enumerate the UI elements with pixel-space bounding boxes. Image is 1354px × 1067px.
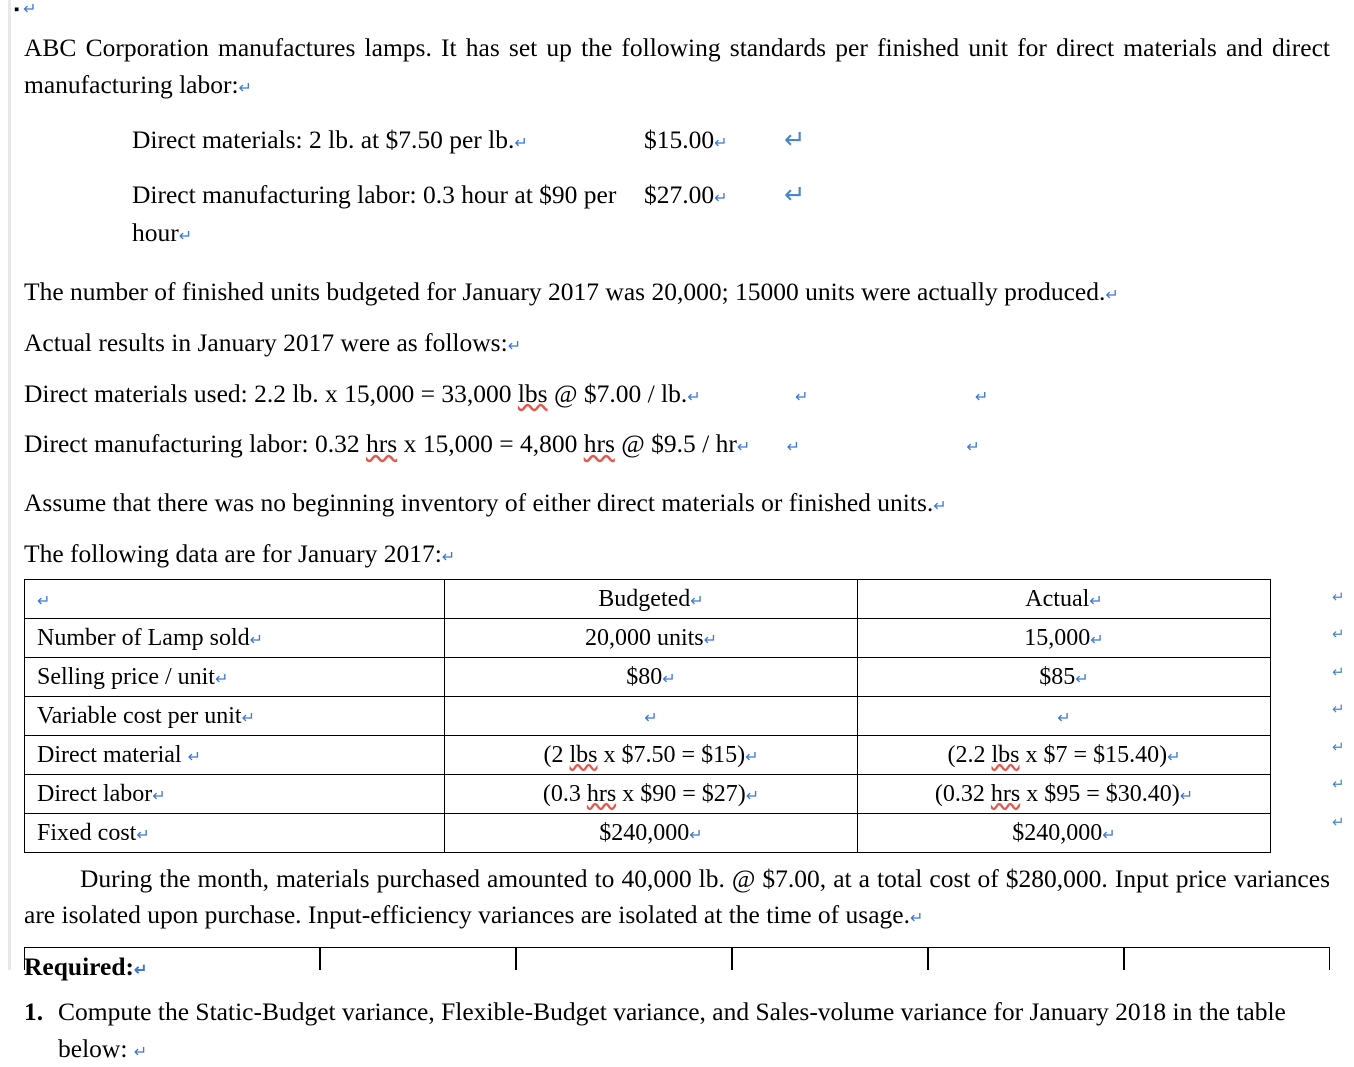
budget-sentence-text: The number of finished units budgeted for January 2017 was 20,000; 15000 units were actually produced.	[24, 277, 1106, 307]
january-data-table	[24, 579, 1271, 853]
table-cell-budgeted: 20,000 units↵	[445, 618, 858, 657]
paragraph-mark-icon: ↵	[1167, 748, 1181, 766]
paragraph-mark-icon: ↵	[784, 179, 806, 209]
table-cell-actual: $85↵	[858, 657, 1271, 696]
table-cell-actual: 15,000↵	[858, 618, 1271, 657]
paragraph-mark-icon: ↵	[1332, 588, 1345, 606]
paragraph-mark-icon: ↵	[1332, 813, 1345, 831]
paragraph-mark-icon: ↵	[974, 388, 989, 406]
table-cell-label: Direct material ↵	[25, 735, 445, 774]
standard-label: Direct materials: 2 lb. at $7.50 per lb.↵	[132, 125, 528, 155]
table-header-budgeted: Budgeted↵	[445, 579, 858, 618]
purchases-paragraph: During the month, materials purchased amounted to 40,000 lb. @ $7.00, at a total cost of $280,000. Input price variances are isolated upon purchase. Input-efficiency variances are isolated at the time of usage.↵	[24, 863, 1330, 930]
list-bullet-marker: ▪	[14, 2, 20, 18]
paragraph-mark-icon: ↵	[745, 787, 760, 805]
paragraph-mark-icon: ↵	[1179, 787, 1194, 805]
paragraph-mark-icon: ↵	[514, 135, 528, 153]
paragraph-mark-icon: ↵	[238, 79, 252, 97]
required-label: Required:↵	[24, 951, 148, 981]
paragraph-mark-icon: ↵	[1332, 776, 1345, 793]
table-cell-budgeted	[445, 696, 858, 735]
standard-amount: $15.00↵	[644, 125, 728, 155]
paragraph-mark-icon: ↵	[736, 439, 751, 457]
table-cell-label: Direct labor↵	[25, 774, 445, 813]
page-left-margin-rule	[8, 0, 11, 970]
paragraph-mark-icon: ↵	[1332, 701, 1345, 718]
question-number: 1.	[24, 996, 44, 1026]
paragraph-mark-icon: ↵	[690, 592, 704, 610]
table-cell-actual: (2.2 lbs x $7 = $15.40)↵	[858, 735, 1271, 774]
standard-amount: $27.00↵	[644, 179, 728, 209]
paragraph-mark-icon: ↵	[23, 1, 37, 18]
paragraph-mark-icon: ↵	[1075, 670, 1089, 688]
table-header-blank	[25, 579, 445, 618]
actual-results-heading: Actual results in January 2017 were as follows:↵	[24, 327, 522, 357]
table-header-actual: Actual↵	[858, 579, 1271, 618]
paragraph-mark-icon: ↵	[786, 439, 800, 457]
paragraph-mark-icon: ↵	[784, 125, 806, 155]
table-cell-label: Variable cost per unit↵	[25, 696, 445, 735]
paragraph-mark-icon: ↵	[1102, 826, 1116, 844]
actual-result-labor: Direct manufacturing labor: 0.32 hrs x 15,000 = 4,800 hrs @ $9.5 / hr↵ ↵ ↵	[24, 429, 980, 459]
paragraph-mark-icon: ↵	[910, 910, 924, 928]
table-cell-actual: (0.32 hrs x $95 = $30.40)↵	[858, 774, 1271, 813]
table-cell-budgeted: (0.3 hrs x $90 = $27)↵	[445, 774, 858, 813]
paragraph-mark-icon: ↵	[714, 189, 728, 207]
table-cell-actual: $240,000↵	[858, 813, 1271, 852]
paragraph-mark-icon: ↵	[1332, 663, 1345, 681]
paragraph-mark-icon: ↵	[662, 670, 676, 688]
table-header-row	[25, 579, 1271, 618]
question-item	[24, 994, 1330, 1067]
standard-label: Direct manufacturing labor: 0.3 hour at $90 per hour↵	[132, 179, 617, 247]
budget-sentence	[24, 274, 1330, 311]
paragraph-mark-icon: ↵	[133, 1043, 148, 1061]
question-text: Compute the Static-Budget variance, Flexible-Budget variance, and Sales-volume variance for January 2018 in the table below: ↵	[58, 996, 1286, 1063]
actual-result-materials: Direct materials used: 2.2 lb. x 15,000 = 33,000 lbs @ $7.00 / lb.↵ ↵ ↵	[24, 378, 989, 408]
paragraph-mark-icon: ↵	[745, 748, 759, 766]
intro-paragraph	[24, 30, 1330, 103]
table-cell-actual	[858, 696, 1271, 735]
paragraph-mark-icon: ↵	[214, 670, 229, 688]
table-row	[25, 735, 1271, 774]
paragraph-mark-icon: ↵	[933, 498, 947, 516]
paragraph-mark-icon: ↵	[1332, 738, 1345, 756]
paragraph-mark-icon: ↵	[441, 548, 456, 566]
paragraph-mark-icon: ↵	[966, 439, 980, 457]
paragraph-mark-icon: ↵	[1090, 631, 1104, 649]
paragraph-mark-icon: ↵	[1332, 626, 1345, 643]
paragraph-mark-icon: ↵	[687, 388, 701, 406]
paragraph-mark-icon: ↵	[37, 592, 51, 610]
table-cell-label: Fixed cost↵	[25, 813, 445, 852]
paragraph-mark-icon: ↵	[714, 135, 728, 153]
paragraph-mark-icon: ↵	[1089, 592, 1103, 610]
table-row	[25, 774, 1271, 813]
intro-text: ABC Corporation manufactures lamps. It has set up the following standards per finished unit for direct materials and direct manufacturing labor:	[24, 33, 1330, 99]
table-cell-budgeted: $240,000↵	[445, 813, 858, 852]
paragraph-mark-icon: ↵	[152, 787, 166, 805]
table-row	[25, 618, 1271, 657]
answer-table-top-edge	[24, 947, 1330, 970]
document-top-markers	[14, 2, 36, 18]
assumption-paragraph: Assume that there was no beginning inventory of either direct materials or finished units.↵	[24, 488, 947, 518]
paragraph-mark-icon: ↵	[187, 748, 201, 766]
paragraph-mark-icon: ↵	[795, 388, 809, 406]
paragraph-mark-icon: ↵	[507, 337, 522, 355]
table-intro: The following data are for January 2017:↵	[24, 538, 456, 568]
table-cell-label: Selling price / unit↵	[25, 657, 445, 696]
paragraph-mark-icon: ↵	[703, 631, 718, 649]
table-row	[25, 657, 1271, 696]
standard-row	[132, 176, 1330, 253]
paragraph-mark-icon: ↵	[1105, 287, 1119, 305]
paragraph-mark-icon: ↵	[178, 227, 193, 245]
paragraph-mark-icon: ↵	[134, 961, 148, 979]
paragraph-mark-icon: ↵	[136, 826, 150, 844]
table-cell-budgeted: $80↵	[445, 657, 858, 696]
paragraph-mark-icon: ↵	[241, 709, 256, 727]
table-row-marks	[1332, 579, 1354, 842]
paragraph-mark-icon: ↵	[689, 826, 703, 844]
standard-row	[132, 121, 1330, 159]
paragraph-mark-icon: ↵	[1057, 709, 1071, 727]
data-table-wrapper	[24, 579, 1345, 853]
table-row	[25, 696, 1271, 735]
paragraph-mark-icon: ↵	[249, 631, 264, 649]
table-row	[25, 813, 1271, 852]
table-cell-label: Number of Lamp sold↵	[25, 618, 445, 657]
paragraph-mark-icon: ↵	[644, 709, 658, 727]
table-cell-budgeted: (2 lbs x $7.50 = $15)↵	[445, 735, 858, 774]
